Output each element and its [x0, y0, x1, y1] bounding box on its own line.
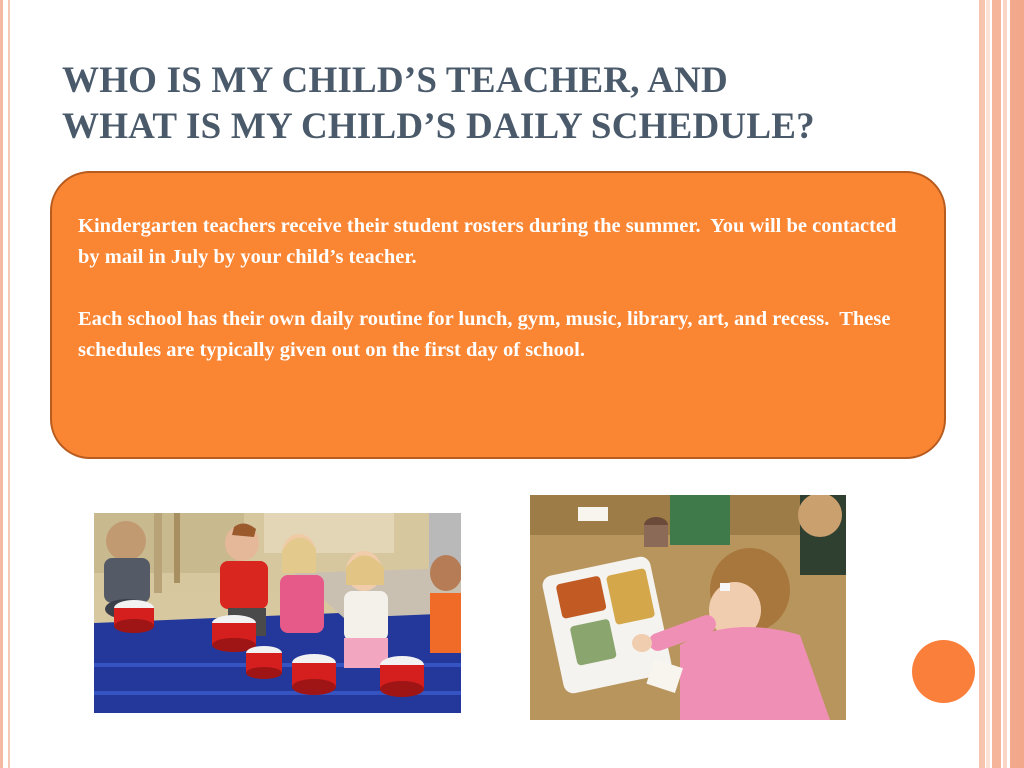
left-border-stripe [0, 0, 3, 768]
right-border-stripe [1003, 0, 1007, 768]
slide-title-line-1: WHO IS MY CHILD’S TEACHER, AND [62, 60, 728, 101]
schedule-info-paragraph: Each school has their own daily routine for lunch, gym, music, library, art, and recess. These schedules are typically given out on the first day of school. [78, 308, 896, 361]
info-callout-box [50, 171, 946, 459]
slide-title [62, 58, 962, 150]
slide-title-line-2: WHAT IS MY CHILD’S DAILY SCHEDULE? [62, 106, 815, 147]
decorative-orange-circle [912, 640, 975, 703]
right-border-stripe [1010, 0, 1024, 768]
teacher-info-paragraph: Kindergarten teachers receive their student rosters during the summer. You will be contacted by mail in July by your child’s teacher. [78, 215, 902, 268]
left-border-stripe-inner [8, 0, 10, 768]
right-border-stripe [986, 0, 990, 768]
right-border-stripe [992, 0, 1001, 768]
right-border-stripe [979, 0, 985, 768]
child-eating-lunch-photo [530, 495, 846, 720]
children-drumming-photo [94, 513, 461, 713]
